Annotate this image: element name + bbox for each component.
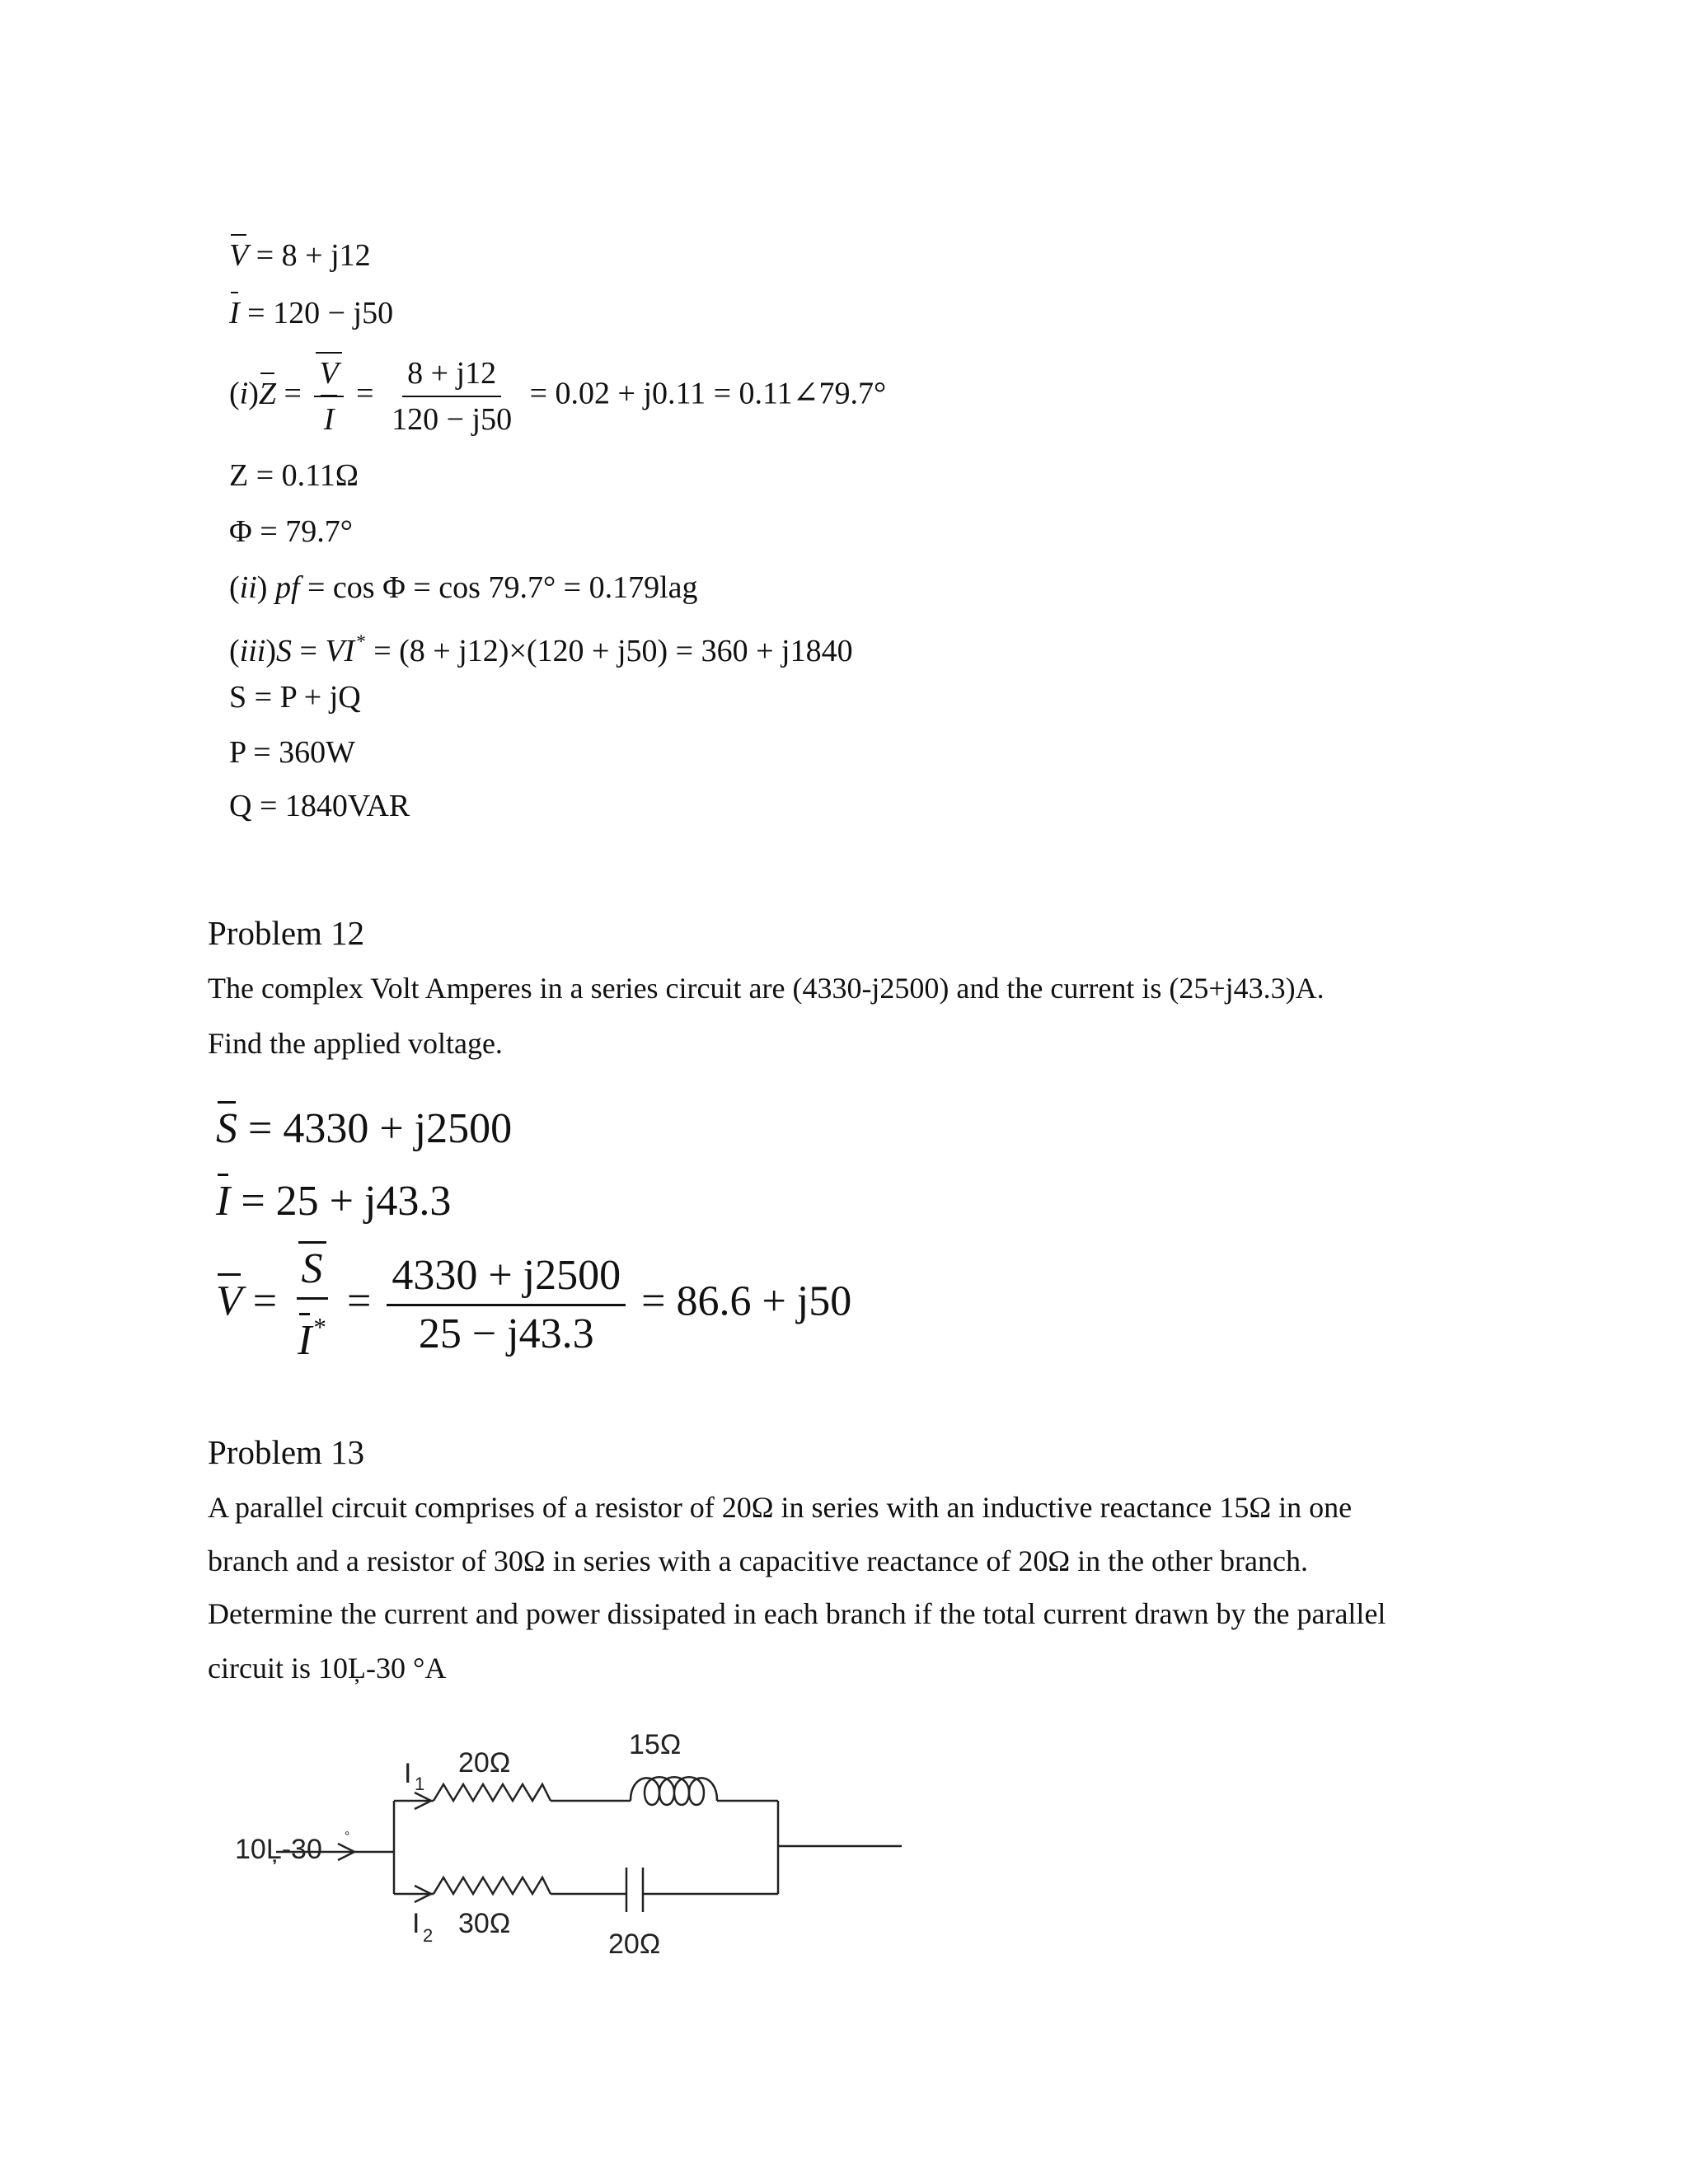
i2-label: I <box>412 1908 420 1939</box>
equation-complex-power: (iii)S = VI* = (8 + j12)×(120 + j50) = 360 + j1840 <box>229 631 853 668</box>
i1-label: I <box>404 1758 412 1789</box>
equation-impedance: (i)Z = $\frac{V}{I}$ = $\frac{8 + j12}{120 - j50}$ = 0.02 + j0.11 = 0.11∠79.7° <box>229 356 887 437</box>
problem-13-text-line-3: Determine the current and power dissipated in each branch if the total current drawn by the parallel <box>208 1597 1386 1630</box>
equation-s-pq: S = P + jQ <box>229 680 361 715</box>
problem-12-heading: Problem 12 <box>208 914 365 952</box>
equation-voltage: V = 8 + j12 <box>229 238 371 273</box>
inductor-coil <box>631 1777 717 1805</box>
equation-applied-voltage: V = $\frac{S}{I^*}$ = $\frac{4330 + j2500}{25 - j43.3}$ = 86.6 + j50 <box>216 1245 852 1364</box>
equation-z-magnitude: Z = 0.11Ω <box>229 458 359 493</box>
equation-current: I = 120 − j50 <box>229 296 394 330</box>
problem-13-text-line-4: circuit is 10Ļ-30 °A <box>208 1652 447 1685</box>
equation-real-power: P = 360W <box>229 735 356 770</box>
problem-12-text-line-2: Find the applied voltage. <box>208 1027 503 1060</box>
resistor-20-label: 20Ω <box>458 1747 511 1779</box>
problem-13-text-line-1: A parallel circuit comprises of a resistor of 20Ω in series with an inductive reactance 15Ω in one <box>208 1491 1353 1524</box>
problem-12-text-line-1: The complex Volt Amperes in a series circuit are (4330-j2500) and the current is (25+j43.3)A. <box>208 972 1325 1005</box>
i2-subscript: 2 <box>423 1925 434 1946</box>
source-label: 10Ļ-30 <box>235 1834 322 1865</box>
i1-subscript: 1 <box>415 1774 425 1794</box>
equation-power-factor: (ii) pf = cos Φ = cos 79.7° = 0.179lag <box>229 570 698 605</box>
capacitor-20-label: 20Ω <box>608 1929 661 1960</box>
equation-current-p12: I = 25 + j43.3 <box>216 1178 452 1225</box>
equation-phase-angle: Φ = 79.7° <box>229 514 353 549</box>
resistor-20-zigzag <box>434 1784 551 1801</box>
inductor-15-label: 15Ω <box>629 1729 682 1760</box>
problem-13-heading: Problem 13 <box>208 1433 365 1471</box>
resistor-30-zigzag <box>434 1877 551 1894</box>
resistor-30-label: 30Ω <box>458 1908 511 1939</box>
equation-reactive-power: Q = 1840VAR <box>229 789 410 823</box>
equation-complex-va: S = 4330 + j2500 <box>216 1105 513 1152</box>
source-degree-mark: ° <box>345 1830 350 1844</box>
problem-13-text-line-2: branch and a resistor of 30Ω in series with a capacitive reactance of 20Ω in the other branch. <box>208 1544 1308 1577</box>
